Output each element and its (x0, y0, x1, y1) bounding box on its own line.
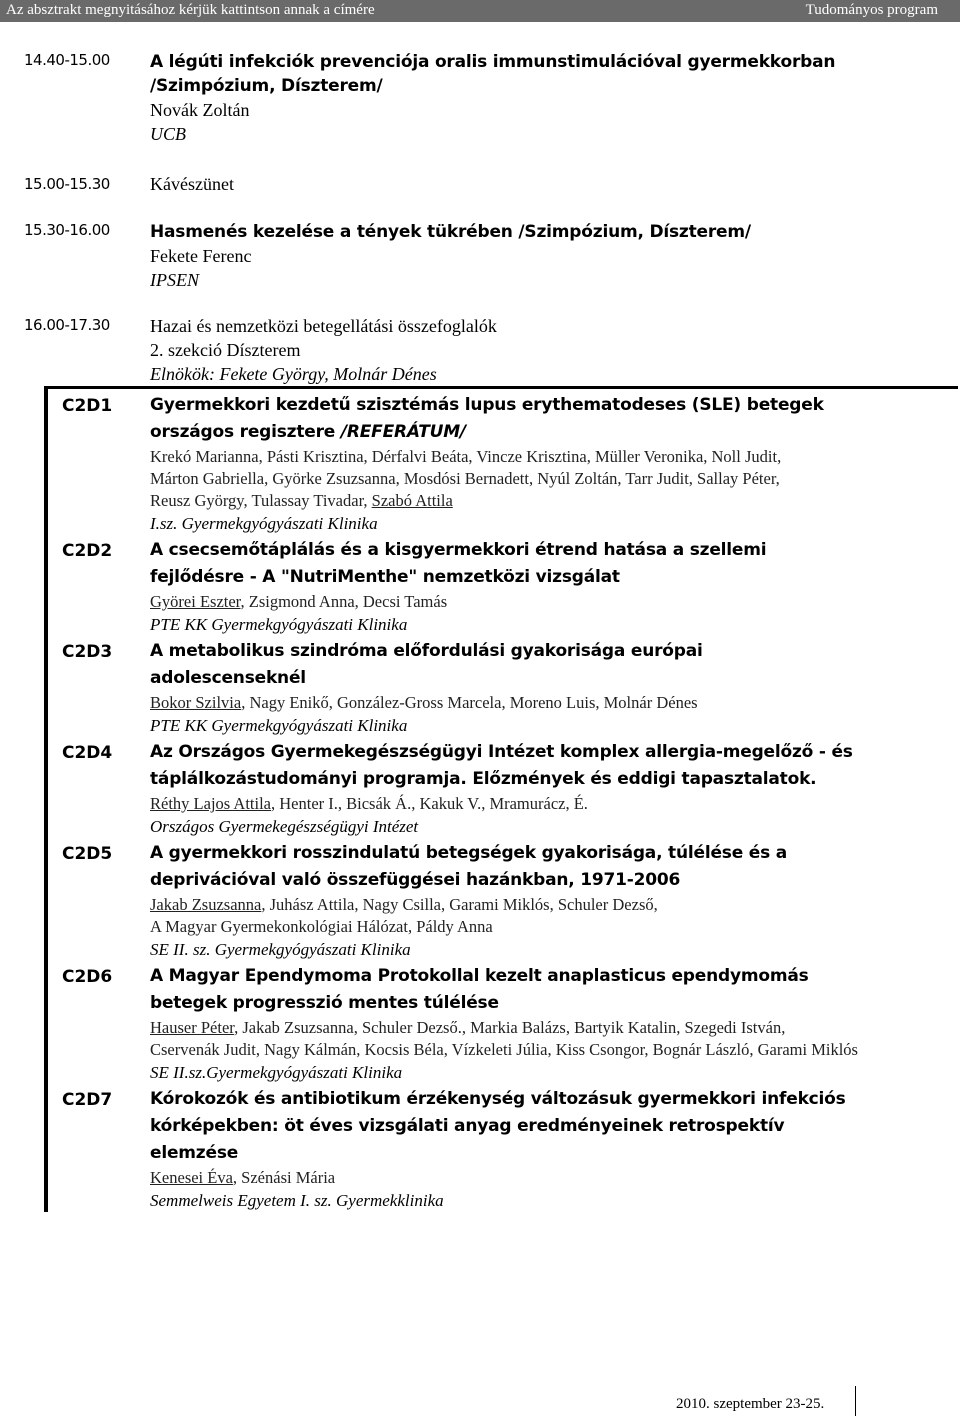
session-title: Hasmenés kezelése a tények tükrében /Szimpózium, Díszterem/ (150, 222, 751, 242)
open-abstract-link[interactable]: Az absztrakt megnyitásához kérjük kattintson annak a címére (6, 2, 375, 18)
abstract-code: C2D6 (62, 967, 113, 987)
abstract-title-line: fejlődésre - A "NutriMenthe" nemzetközi vizsgálat (150, 567, 620, 587)
abstract-title-line: A Magyar Ependymoma Protokollal kezelt anaplasticus ependymomás (150, 966, 809, 986)
presenting-author: Hauser Péter (150, 1018, 235, 1037)
abstract-institution: Országos Gyermekegészségügyi Intézet (150, 817, 419, 836)
abstract-title-line: A gyermekkori rosszindulatú betegségek gyakorisága, túlélése és a (150, 843, 788, 863)
abstract-title-link[interactable] (150, 537, 950, 591)
abstract-title-line: A metabolikus szindróma előfordulási gyakorisága európai (150, 641, 703, 661)
session-speaker: Novák Zoltán (150, 100, 250, 120)
abstract-institution: I.sz. Gyermekgyógyászati Klinika (150, 514, 378, 533)
top-navigation-bar (0, 0, 960, 22)
abstract-authors: Krekó Marianna, Pásti Krisztina, Dérfalvi Beáta, Vincze Krisztina, Müller Veronika, Noll Judit, (150, 447, 782, 466)
abstract-title-link[interactable] (150, 392, 950, 446)
abstract-institution: PTE KK Gyermekgyógyászati Klinika (150, 716, 408, 735)
footer-date: 2010. szeptember 23-25. (676, 1396, 825, 1412)
presenting-author: Kenesei Éva (150, 1168, 233, 1187)
abstract-institution: PTE KK Gyermekgyógyászati Klinika (150, 615, 408, 634)
abstract-title-line: Kórokozók és antibiotikum érzékenység változásuk gyermekkori infekciós (150, 1089, 846, 1109)
session-title: Kávészünet (150, 174, 234, 194)
session-title: Hazai és nemzetközi betegellátási összefoglalók (150, 316, 497, 336)
abstract-title-line: táplálkozástudományi programja. Előzmények és eddigi tapasztalatok. (150, 769, 817, 789)
abstract-code: C2D7 (62, 1090, 113, 1110)
abstract-title-line: deprivációval való összefüggései hazánkban, 1971-2006 (150, 870, 681, 890)
abstract-code: C2D3 (62, 642, 113, 662)
abstract-title-line: A csecsemőtáplálás és a kisgyermekkori étrend hatása a szellemi (150, 540, 767, 560)
abstract-code: C2D4 (62, 743, 113, 763)
session-time: 15.30-16.00 (24, 221, 110, 239)
presenting-author: Bokor Szilvia (150, 693, 242, 712)
abstract-code: C2D2 (62, 541, 113, 561)
author-names: , Nagy Enikő, González-Gross Marcela, Moreno Luis, Molnár Dénes (241, 693, 698, 712)
abstract-authors (150, 1017, 950, 1039)
abstract-authors (150, 591, 950, 613)
abstract-code: C2D5 (62, 844, 113, 864)
session-sponsor: IPSEN (150, 270, 199, 290)
author-names: , Zsigmond Anna, Decsi Tamás (240, 592, 448, 611)
session-time: 15.00-15.30 (24, 175, 110, 193)
abstract-code: C2D1 (62, 396, 113, 416)
abstract-title-line: elemzése (150, 1143, 239, 1163)
author-names: , Henter I., Bicsák Á., Kakuk V., Mramurácz, É. (271, 794, 588, 813)
abstract-title-line: adolescenseknél (150, 668, 306, 688)
session-section: 2. szekció Díszterem (150, 340, 301, 360)
abstract-title-line: országos regisztere (150, 422, 341, 442)
abstract-title-line: betegek progresszió mentes túlélése (150, 993, 499, 1013)
presenting-author: Jakab Zsuzsanna (150, 895, 262, 914)
abstract-title-link[interactable] (150, 638, 950, 692)
author-names: Reusz György, Tulassay Tivadar, (150, 491, 372, 510)
presenting-author: Szabó Attila (371, 491, 453, 510)
author-names: , Jakab Zsuzsanna, Schuler Dezső., Markia Balázs, Bartyik Katalin, Szegedi István, (234, 1018, 786, 1037)
abstract-institution: Semmelweis Egyetem I. sz. Gyermekklinika (150, 1191, 444, 1210)
abstract-title-link[interactable] (150, 1086, 950, 1167)
presenting-author: Györei Eszter (150, 592, 241, 611)
abstract-title-tag: /REFERÁTUM/ (340, 422, 466, 442)
abstract-title-link[interactable] (150, 963, 950, 1017)
abstract-title-link[interactable] (150, 840, 950, 894)
abstract-authors (150, 490, 950, 512)
abstract-institution: SE II. sz. Gyermekgyógyászati Klinika (150, 940, 411, 959)
abstract-authors (150, 894, 950, 916)
session-title: A légúti infekciók prevenciója oralis immunstimulációval gyermekkorban (150, 52, 836, 72)
session-title-venue: /Szimpózium, Díszterem/ (150, 76, 383, 96)
session-chairs: Elnökök: Fekete György, Molnár Dénes (150, 364, 437, 384)
abstract-title-line: kórképekben: öt éves vizsgálati anyag eredményeinek retrospektív (150, 1116, 785, 1136)
abstract-institution: SE II.sz.Gyermekgyógyászati Klinika (150, 1063, 403, 1082)
abstract-authors (150, 1167, 950, 1189)
abstract-authors: A Magyar Gyermekonkológiai Hálózat, Páldy Anna (150, 917, 493, 936)
scientific-program-link[interactable]: Tudományos program (805, 2, 938, 18)
abstract-authors (150, 692, 950, 714)
abstract-title-line: Az Országos Gyermekegészségügyi Intézet komplex allergia-megelőző - és (150, 742, 853, 762)
abstract-authors: Márton Gabriella, Györke Zsuzsanna, Mosdósi Bernadett, Nyúl Zoltán, Tarr Judit, Sallay Péter, (150, 469, 780, 488)
abstract-authors: Cservenák Judit, Nagy Kálmán, Kocsis Béla, Vízkeleti Júlia, Kiss Csongor, Bognár László, Garami Miklós (150, 1040, 858, 1059)
session-sponsor: UCB (150, 124, 186, 144)
author-names: , Juhász Attila, Nagy Csilla, Garami Miklós, Schuler Dezső, (261, 895, 658, 914)
abstract-authors (150, 793, 950, 815)
table-left-border (44, 386, 48, 1212)
presenting-author: Réthy Lajos Attila (150, 794, 271, 813)
abstract-title-line: Gyermekkori kezdetű szisztémás lupus erythematodeses (SLE) betegek (150, 395, 824, 415)
table-top-rule (44, 386, 958, 389)
session-time: 16.00-17.30 (24, 316, 110, 334)
author-names: , Szénási Mária (232, 1168, 336, 1187)
session-speaker: Fekete Ferenc (150, 246, 252, 266)
footer-divider (855, 1386, 856, 1416)
abstract-title-link[interactable] (150, 739, 950, 793)
session-time: 14.40-15.00 (24, 51, 110, 69)
